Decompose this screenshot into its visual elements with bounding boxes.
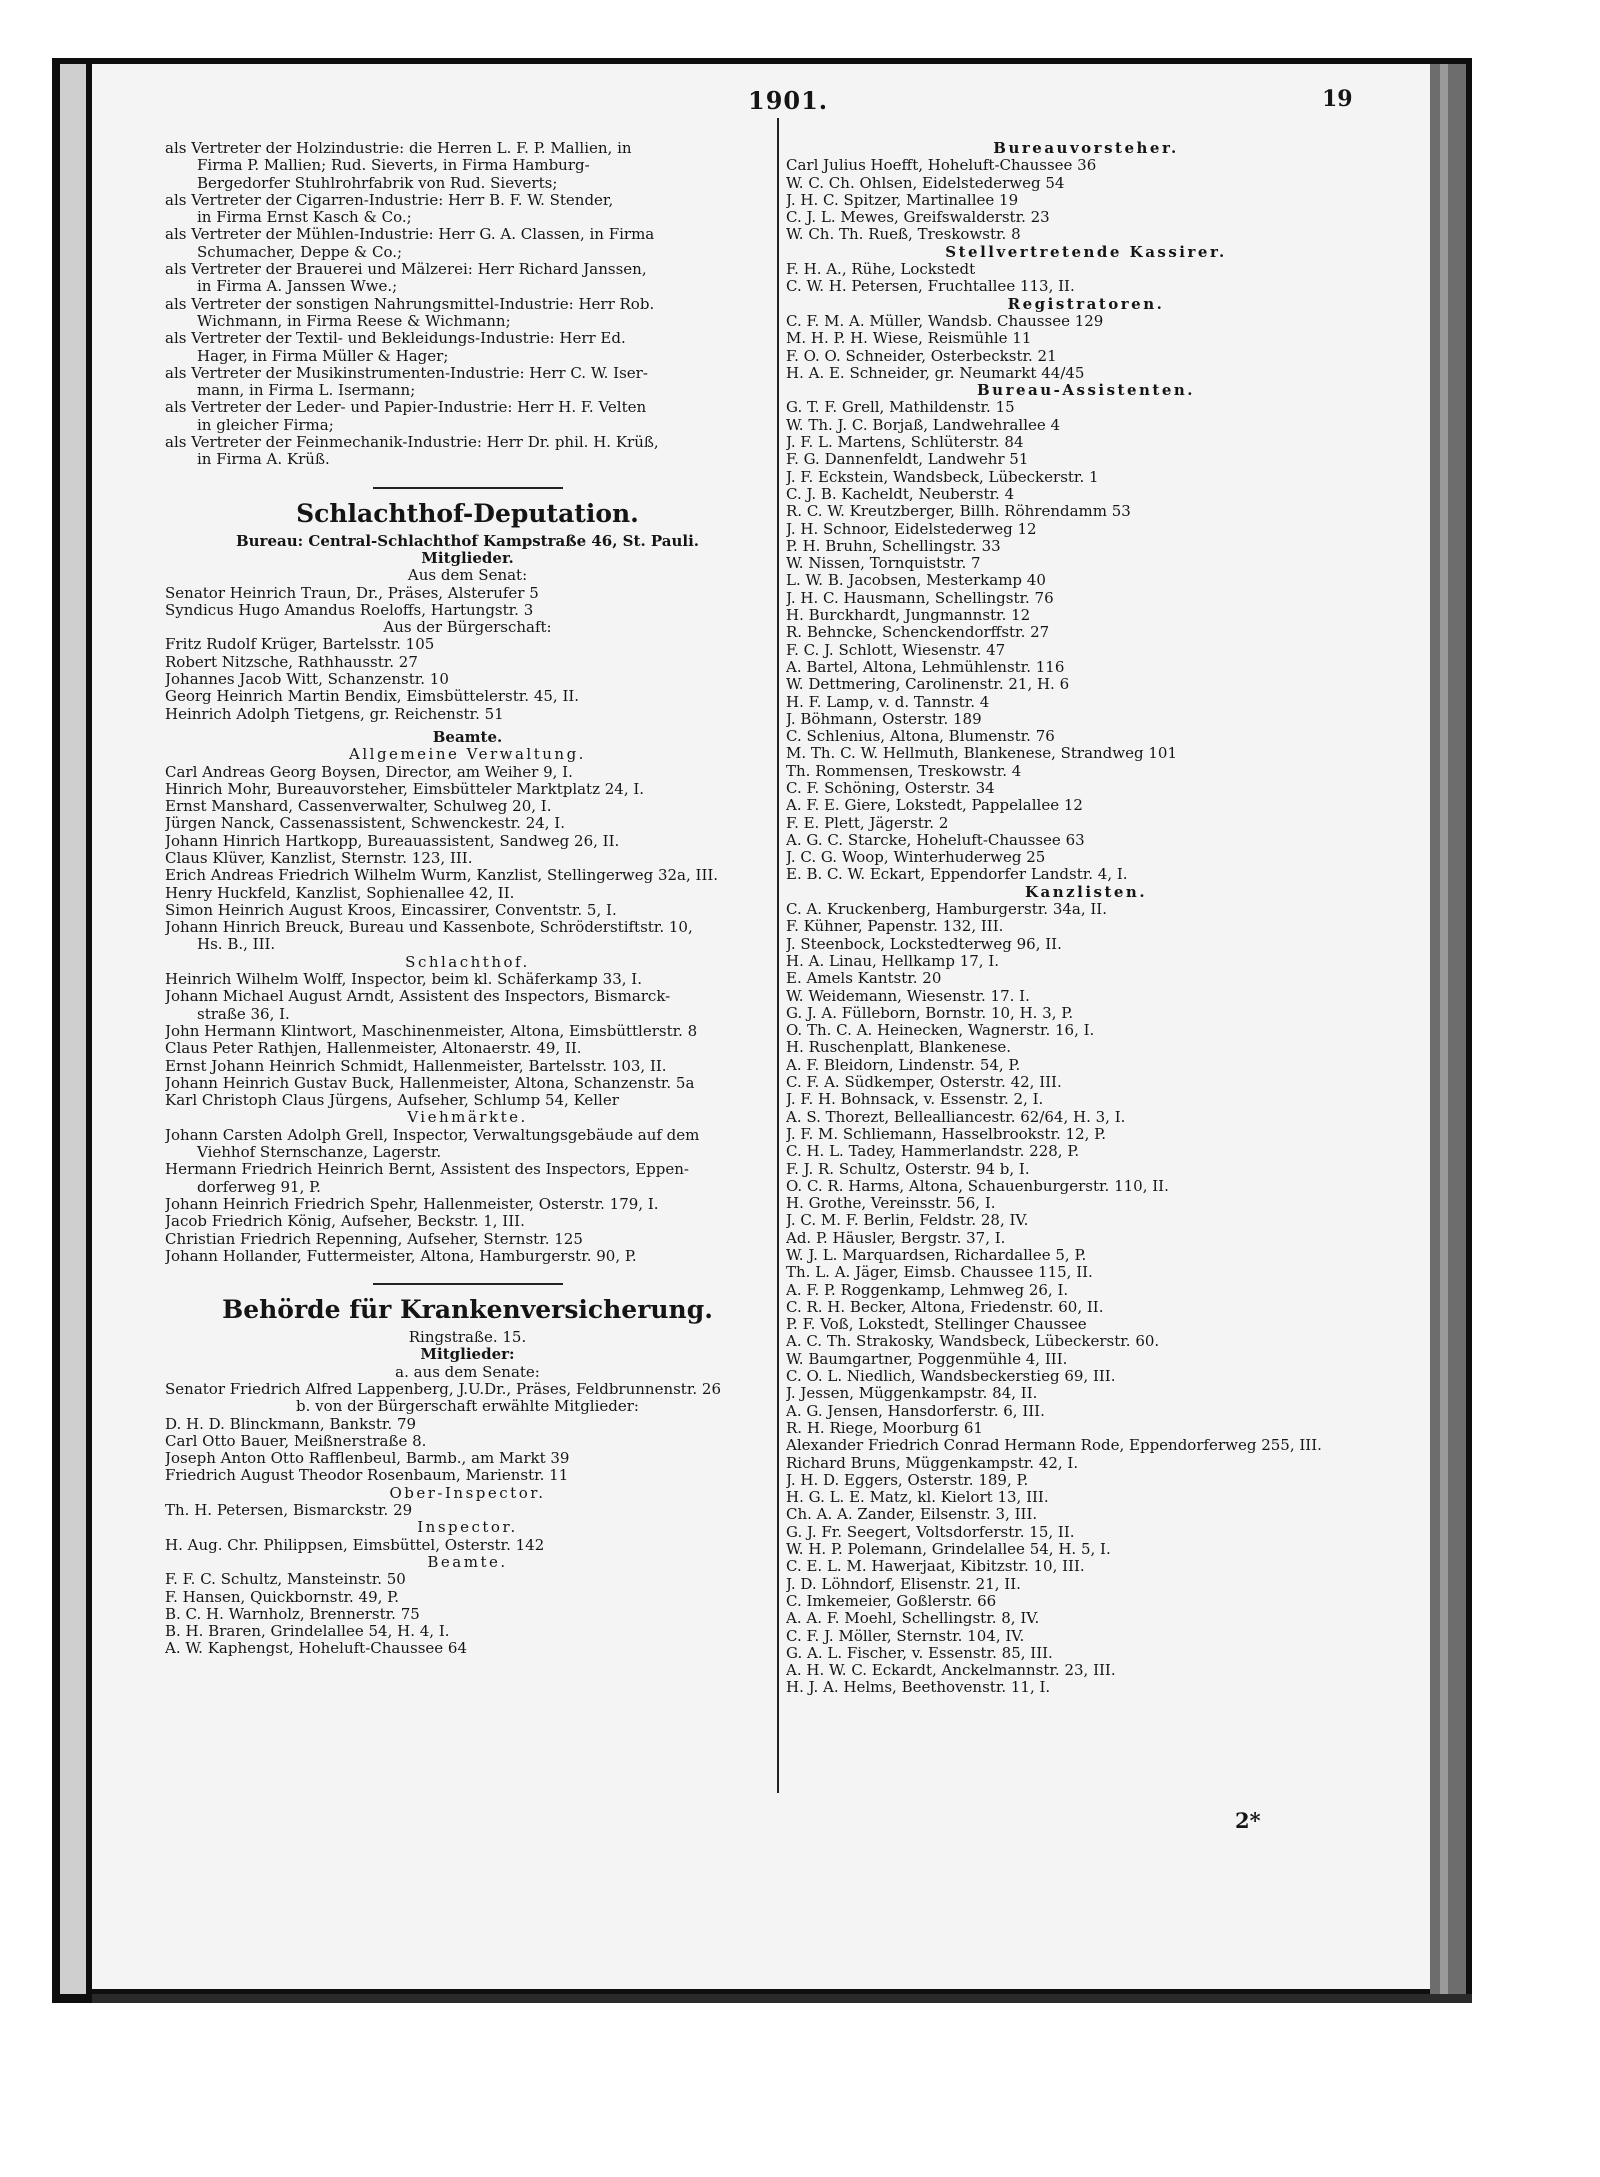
insurance-senate-heading: a. aus dem Senate: [395,1363,540,1381]
official-entry: Christian Friedrich Repenning, Aufseher, Sternstr. 125 [165,1230,583,1248]
staff-entry: H. G. L. E. Matz, kl. Kielort 13, III. [786,1489,1049,1507]
official-entry: Henry Huckfeld, Kanzlist, Sophienallee 42, II. [165,884,515,902]
official-entry: Ernst Manshard, Cassenverwalter, Schulweg 20, I. [165,798,552,816]
section-rule [373,487,563,489]
staff-entry: E. Amels Kantstr. 20 [786,970,942,988]
staff-entry: C. F. A. Südkemper, Osterstr. 42, III. [786,1074,1062,1092]
staff-entry: C. W. H. Petersen, Fruchtallee 113, II. [786,278,1075,296]
staff-entry: Ad. P. Häusler, Bergstr. 37, I. [786,1229,1006,1247]
staff-entry: C. F. Schöning, Osterstr. 34 [786,779,995,797]
staff-entry: G. J. A. Fülleborn, Bornstr. 10, H. 3, P. [786,1004,1074,1022]
official-entry: Johann Hinrich Hartkopp, Bureauassistent, Sandweg 26, II. [165,832,620,850]
official-entry-continued: straße 36, I. [197,1005,290,1023]
slaughterhouse-citizens-heading: Aus der Bürgerschaft: [383,619,552,637]
senate-member: Senator Heinrich Traun, Dr., Präses, Alsterufer 5 [165,584,539,602]
staff-entry: H. Ruschenplatt, Blankenese. [786,1039,1012,1057]
representative-entry-continued: in Firma Ernst Kasch & Co.; [197,209,412,227]
citizen-member: Joseph Anton Otto Rafflenbeul, Barmb., am Markt 39 [165,1450,570,1468]
staff-entry: J. F. Eckstein, Wandsbeck, Lübeckerstr. 1 [786,468,1099,486]
staff-entry: W. C. Ch. Ohlsen, Eidelstederweg 54 [786,174,1065,192]
staff-entry: E. B. C. W. Eckart, Eppendorfer Landstr. 4, I. [786,866,1128,884]
staff-entry: C. F. J. Möller, Sternstr. 104, IV. [786,1627,1025,1645]
official-entry: Ernst Johann Heinrich Schmidt, Hallenmeister, Bartelsstr. 103, II. [165,1057,667,1075]
staff-entry: F. O. O. Schneider, Osterbeckstr. 21 [786,347,1057,365]
official-entry: Simon Heinrich August Kroos, Eincassirer, Conventstr. 5, I. [165,901,617,919]
official-entry: H. Aug. Chr. Philippsen, Eimsbüttel, Osterstr. 142 [165,1536,545,1554]
official-entry: Hinrich Mohr, Bureauvorsteher, Eimsbütteler Marktplatz 24, I. [165,780,645,798]
citizen-member: Fritz Rudolf Krüger, Bartelsstr. 105 [165,636,435,654]
representative-entry: als Vertreter der Musikinstrumenten-Industrie: Herr C. W. Iser- [165,364,648,382]
staff-entry: R. Behncke, Schenckendorffstr. 27 [786,624,1050,642]
slaughterhouse-senate-heading: Aus dem Senat: [407,567,528,585]
left-column [165,140,770,1658]
staff-entry: J. Jessen, Müggenkampstr. 84, II. [786,1385,1038,1403]
representative-entry-continued: Bergedorfer Stuhlrohrfabrik von Rud. Sieverts; [197,174,558,192]
staff-entry: J. H. D. Eggers, Osterstr. 189, P. [786,1471,1029,1489]
representative-entry-continued: in Firma A. Janssen Wwe.; [197,278,398,296]
representative-entry: als Vertreter der Mühlen-Industrie: Herr G. A. Classen, in Firma [165,226,655,244]
staff-entry: C. A. Kruckenberg, Hamburgerstr. 34a, II. [786,901,1107,919]
citizen-member: Johannes Jacob Witt, Schanzenstr. 10 [165,671,449,689]
official-entry: Johann Heinrich Friedrich Spehr, Hallenmeister, Osterstr. 179, I. [165,1195,659,1213]
page-year: 1901. [748,86,829,115]
staff-entry: W. H. P. Polemann, Grindelallee 54, H. 5, I. [786,1541,1111,1559]
official-entry: Claus Peter Rathjen, Hallenmeister, Altonaerstr. 49, II. [165,1040,582,1058]
official-entry: B. C. H. Warnholz, Brennerstr. 75 [165,1605,420,1623]
staff-entry: H. Burckhardt, Jungmannstr. 12 [786,607,1031,625]
citizen-member: Robert Nitzsche, Rathhausstr. 27 [165,653,418,671]
staff-entry: H. A. E. Schneider, gr. Neumarkt 44/45 [786,364,1085,382]
official-entry: B. H. Braren, Grindelallee 54, H. 4, I. [165,1623,450,1641]
representative-entry: als Vertreter der Textil- und Bekleidungs-Industrie: Herr Ed. [165,330,626,348]
representative-entry-continued: mann, in Firma L. Isermann; [197,382,416,400]
staff-entry: M. Th. C. W. Hellmuth, Blankenese, Strandweg 101 [786,745,1178,763]
senate-member: Syndicus Hugo Amandus Roeloffs, Hartungstr. 3 [165,601,534,619]
staff-entry: H. J. A. Helms, Beethovenstr. 11, I. [786,1679,1051,1697]
staff-entry: J. F. M. Schliemann, Hasselbrookstr. 12, P. [786,1125,1106,1143]
representative-entry: als Vertreter der sonstigen Nahrungsmittel-Industrie: Herr Rob. [165,295,655,313]
inspector-list [165,1537,770,1554]
official-entry: Johann Carsten Adolph Grell, Inspector, Verwaltungsgebäude auf dem [165,1126,700,1144]
representative-entry-continued: Schumacher, Deppe & Co.; [197,243,403,261]
insurance-address: Ringstraße. 15. [408,1329,527,1347]
previous-page-edge [60,64,86,1994]
staff-entry: W. Ch. Th. Rueß, Treskowstr. 8 [786,226,1021,244]
staff-entry: W. Nissen, Tornquiststr. 7 [786,555,981,573]
representative-entry-continued: in gleicher Firma; [197,416,334,434]
representative-entry-continued: in Firma A. Krüß. [197,451,330,469]
staff-entry: Th. Rommensen, Treskowstr. 4 [786,762,1022,780]
staff-entry: A. F. Bleidorn, Lindenstr. 54, P. [786,1056,1021,1074]
staff-entry: O. C. R. Harms, Altona, Schauenburgerstr. 110, II. [786,1177,1169,1195]
staff-entry: F. G. Dannenfeldt, Landwehr 51 [786,451,1029,469]
insurance-officials-list [165,1571,770,1657]
staff-entry: C. R. H. Becker, Altona, Friedenstr. 60, II. [786,1298,1104,1316]
signature-mark: 2* [1235,1808,1261,1833]
staff-entry: L. W. B. Jacobsen, Mesterkamp 40 [786,572,1046,590]
official-entry: F. Hansen, Quickbornstr. 49, P. [165,1588,400,1606]
slaughterhouse-heading: Schlachthof-Deputation. [296,498,639,528]
staff-entry: A. C. Th. Strakosky, Wandsbeck, Lübeckerstr. 60. [786,1333,1160,1351]
staff-entry: J. Steenbock, Lockstedterweg 96, II. [786,935,1062,953]
official-entry: Johann Hinrich Breuck, Bureau und Kassenbote, Schröderstiftstr. 10, [165,919,693,937]
cattle-heading: Viehmärkte. [407,1109,528,1127]
representative-entry: als Vertreter der Leder- und Papier-Industrie: Herr H. F. Velten [165,399,647,417]
staff-entry: A. S. Thorezt, Bellealliancestr. 62/64, H. 3, I. [786,1108,1126,1126]
general-admin-heading: Allgemeine Verwaltung. [349,746,586,764]
representative-entry-continued: Hager, in Firma Müller & Hager; [197,347,449,365]
column-divider [777,118,779,1793]
staff-entry: W. Th. J. C. Borjaß, Landwehrallee 4 [786,416,1061,434]
slaughterhouse-senate-list [165,585,770,620]
staff-entry: Ch. A. A. Zander, Eilsenstr. 3, III. [786,1506,1038,1524]
staff-entry: O. Th. C. A. Heinecken, Wagnerstr. 16, I. [786,1022,1095,1040]
official-entry: Claus Klüver, Kanzlist, Sternstr. 123, III. [165,849,473,867]
staff-entry: M. H. P. H. Wiese, Reismühle 11 [786,330,1032,348]
staff-entry: A. F. E. Giere, Lokstedt, Pappelallee 12 [786,797,1083,815]
staff-entry: J. Böhmann, Osterstr. 189 [786,710,982,728]
slaughterhouse-citizens-list [165,636,770,722]
staff-entry: P. F. Voß, Lokstedt, Stellinger Chaussee [786,1316,1087,1334]
section-heading: Bureauvorsteher. [993,140,1179,157]
official-entry: Jürgen Nanck, Cassenassistent, Schwenckestr. 24, I. [165,815,566,833]
bottom-edge [92,1994,1472,2003]
staff-entry: G. T. F. Grell, Mathildenstr. 15 [786,399,1015,417]
insurance-citizens-list [165,1416,770,1485]
official-entry: Th. H. Petersen, Bismarckstr. 29 [165,1502,413,1520]
representative-entry: als Vertreter der Cigarren-Industrie: Herr B. F. W. Stender, [165,191,614,209]
senate-member: Senator Friedrich Alfred Lappenberg, J.U.Dr., Präses, Feldbrunnenstr. 26 [165,1381,721,1398]
citizen-member: Carl Otto Bauer, Meißnerstraße 8. [165,1432,427,1450]
staff-entry: J. F. L. Martens, Schlüterstr. 84 [786,434,1024,452]
citizen-member: Friedrich August Theodor Rosenbaum, Marienstr. 11 [165,1467,569,1485]
staff-entry: F. E. Plett, Jägerstr. 2 [786,814,949,832]
staff-entry: C. J. B. Kacheldt, Neuberstr. 4 [786,485,1015,503]
staff-entry: J. F. H. Bohnsack, v. Essenstr. 2, I. [786,1091,1044,1109]
representatives-list [165,140,770,469]
insurance-citizens-heading: b. von der Bürgerschaft erwählte Mitglieder: [296,1398,639,1416]
chief-inspector-heading: Ober-Inspector. [389,1484,546,1502]
staff-entry: Th. L. A. Jäger, Eimsb. Chaussee 115, II. [786,1264,1093,1282]
citizen-member: Heinrich Adolph Tietgens, gr. Reichenstr. 51 [165,705,504,723]
staff-entry: J. D. Löhndorf, Elisenstr. 21, II. [786,1575,1021,1593]
representative-entry-continued: Firma P. Mallien; Rud. Sieverts, in Firma Hamburg- [197,157,590,175]
official-entry: Karl Christoph Claus Jürgens, Aufseher, Schlump 54, Keller [165,1092,619,1110]
section-heading: Stellvertretende Kassirer. [945,243,1227,261]
staff-entry: W. Dettmering, Carolinenstr. 21, H. 6 [786,676,1070,694]
staff-entry: H. A. Linau, Hellkamp 17, I. [786,952,1000,970]
official-entry: F. F. C. Schultz, Mansteinstr. 50 [165,1571,406,1589]
staff-entry: F. Kühner, Papenstr. 132, III. [786,918,1004,936]
book-edge [1430,64,1466,1994]
representative-entry: als Vertreter der Feinmechanik-Industrie: Herr Dr. phil. H. Krüß, [165,434,659,452]
staff-entry: J. H. Schnoor, Eidelstederweg 12 [786,520,1037,538]
staff-entry: C. H. L. Tadey, Hammerlandstr. 228, P. [786,1143,1080,1161]
staff-entry: A. A. F. Moehl, Schellingstr. 8, IV. [786,1610,1040,1628]
section-heading: Bureau-Assistenten. [976,382,1196,400]
staff-entry: F. J. R. Schultz, Osterstr. 94 b, I. [786,1160,1030,1178]
staff-entry: C. Schlenius, Altona, Blumenstr. 76 [786,728,1055,746]
chief-inspector-list [165,1502,770,1519]
general-admin-list [165,764,770,954]
official-entry: John Hermann Klintwort, Maschinenmeister, Altona, Eimsbüttlerstr. 8 [165,1022,698,1040]
staff-entry: C. F. M. A. Müller, Wandsb. Chaussee 129 [786,312,1104,330]
citizen-member: D. H. D. Blinckmann, Bankstr. 79 [165,1415,417,1433]
staff-entry: W. Baumgartner, Poggenmühle 4, III. [786,1350,1068,1368]
official-entry: Heinrich Wilhelm Wolff, Inspector, beim kl. Schäferkamp 33, I. [165,971,642,989]
official-entry: Erich Andreas Friedrich Wilhelm Wurm, Kanzlist, Stellingerweg 32a, III. [165,867,719,885]
official-entry: Jacob Friedrich König, Aufseher, Beckstr. 1, III. [165,1213,525,1231]
staff-entry: A. H. W. C. Eckardt, Anckelmannstr. 23, III. [786,1662,1116,1680]
section-heading: Registratoren. [1007,295,1165,313]
staff-entry: J. C. G. Woop, Winterhuderweg 25 [786,849,1046,867]
slaughterhouse-officials-heading: Beamte. [432,728,503,746]
insurance-heading: Behörde für Krankenversicherung. [222,1295,713,1325]
staff-entry: J. C. M. F. Berlin, Feldstr. 28, IV. [786,1212,1029,1230]
insurance-senate-list [165,1381,770,1398]
staff-entry: C. O. L. Niedlich, Wandsbeckerstieg 69, III. [786,1368,1116,1386]
book-edge-highlight [1440,64,1448,1994]
slaughterhouse-members-heading: Mitglieder. [421,549,514,567]
staff-entry: P. H. Bruhn, Schellingstr. 33 [786,537,1001,555]
right-column [786,140,1386,1697]
staff-entry: W. Weidemann, Wiesenstr. 17. I. [786,987,1030,1005]
insurance-officials-heading: Beamte. [427,1553,508,1571]
staff-entry: G. A. L. Fischer, v. Essenstr. 85, III. [786,1644,1053,1662]
staff-entry: R. H. Riege, Moorburg 61 [786,1419,983,1437]
staff-entry: H. F. Lamp, v. d. Tannstr. 4 [786,693,990,711]
cattle-list [165,1127,770,1265]
staff-entry: Carl Julius Hoefft, Hoheluft-Chaussee 36 [786,157,1097,175]
official-entry-continued: dorferweg 91, P. [197,1178,321,1196]
staff-entry: A. G. Jensen, Hansdorferstr. 6, III. [786,1402,1045,1420]
staff-entry: Richard Bruns, Müggenkampstr. 42, I. [786,1454,1079,1472]
official-entry: Carl Andreas Georg Boysen, Director, am Weiher 9, I. [165,763,573,781]
staff-entry: H. Grothe, Vereinsstr. 56, I. [786,1195,996,1213]
abattoir-list [165,971,770,1109]
representative-entry: als Vertreter der Holzindustrie: die Herren L. F. P. Mallien, in [165,140,632,157]
citizen-member: Georg Heinrich Martin Bendix, Eimsbüttelerstr. 45, II. [165,688,580,706]
official-entry-continued: Viehhof Sternschanze, Lagerstr. [197,1144,442,1162]
staff-entry: A. Bartel, Altona, Lehmühlenstr. 116 [786,658,1065,676]
staff-entry: J. H. C. Spitzer, Martinallee 19 [786,191,1019,209]
staff-entry: J. H. C. Hausmann, Schellingstr. 76 [786,589,1054,607]
slaughterhouse-bureau: Bureau: Central-Schlachthof Kampstraße 46, St. Pauli. [235,532,700,550]
staff-entry: C. E. L. M. Hawerjaat, Kibitzstr. 10, III. [786,1558,1085,1576]
representative-entry-continued: Wichmann, in Firma Reese & Wichmann; [197,312,511,330]
official-entry: Johann Hollander, Futtermeister, Altona, Hamburgerstr. 90, P. [165,1247,637,1265]
staff-entry: W. J. L. Marquardsen, Richardallee 5, P. [786,1247,1087,1264]
staff-entry: Alexander Friedrich Conrad Hermann Rode, Eppendorferweg 255, III. [786,1437,1322,1455]
staff-entry: A. G. C. Starcke, Hoheluft-Chaussee 63 [786,831,1085,849]
section-rule [373,1283,563,1285]
staff-entry: C. J. L. Mewes, Greifswalderstr. 23 [786,209,1050,227]
staff-entry: A. F. P. Roggenkamp, Lehmweg 26, I. [786,1281,1069,1299]
representative-entry: als Vertreter der Brauerei und Mälzerei: Herr Richard Janssen, [165,261,647,279]
abattoir-heading: Schlachthof. [405,953,530,971]
page-number: 19 [1322,86,1353,112]
staff-entry: G. J. Fr. Seegert, Voltsdorferstr. 15, II. [786,1523,1075,1541]
staff-entry: C. Imkemeier, Goßlerstr. 66 [786,1592,997,1610]
official-entry: Johann Heinrich Gustav Buck, Hallenmeister, Altona, Schanzenstr. 5a [165,1074,695,1092]
official-entry: A. W. Kaphengst, Hoheluft-Chaussee 64 [165,1640,468,1658]
inspector-heading: Inspector. [417,1519,518,1537]
official-entry: Johann Michael August Arndt, Assistent des Inspectors, Bismarck- [165,988,671,1006]
section-heading: Kanzlisten. [1024,883,1148,901]
insurance-members-heading: Mitglieder: [420,1346,515,1364]
official-entry: Hermann Friedrich Heinrich Bernt, Assistent des Inspectors, Eppen- [165,1161,689,1179]
staff-entry: F. H. A., Rühe, Lockstedt [786,261,976,279]
official-entry-continued: Hs. B., III. [197,936,276,954]
staff-entry: F. C. J. Schlott, Wiesenstr. 47 [786,641,1006,659]
staff-entry: R. C. W. Kreutzberger, Billh. Röhrendamm 53 [786,503,1131,521]
